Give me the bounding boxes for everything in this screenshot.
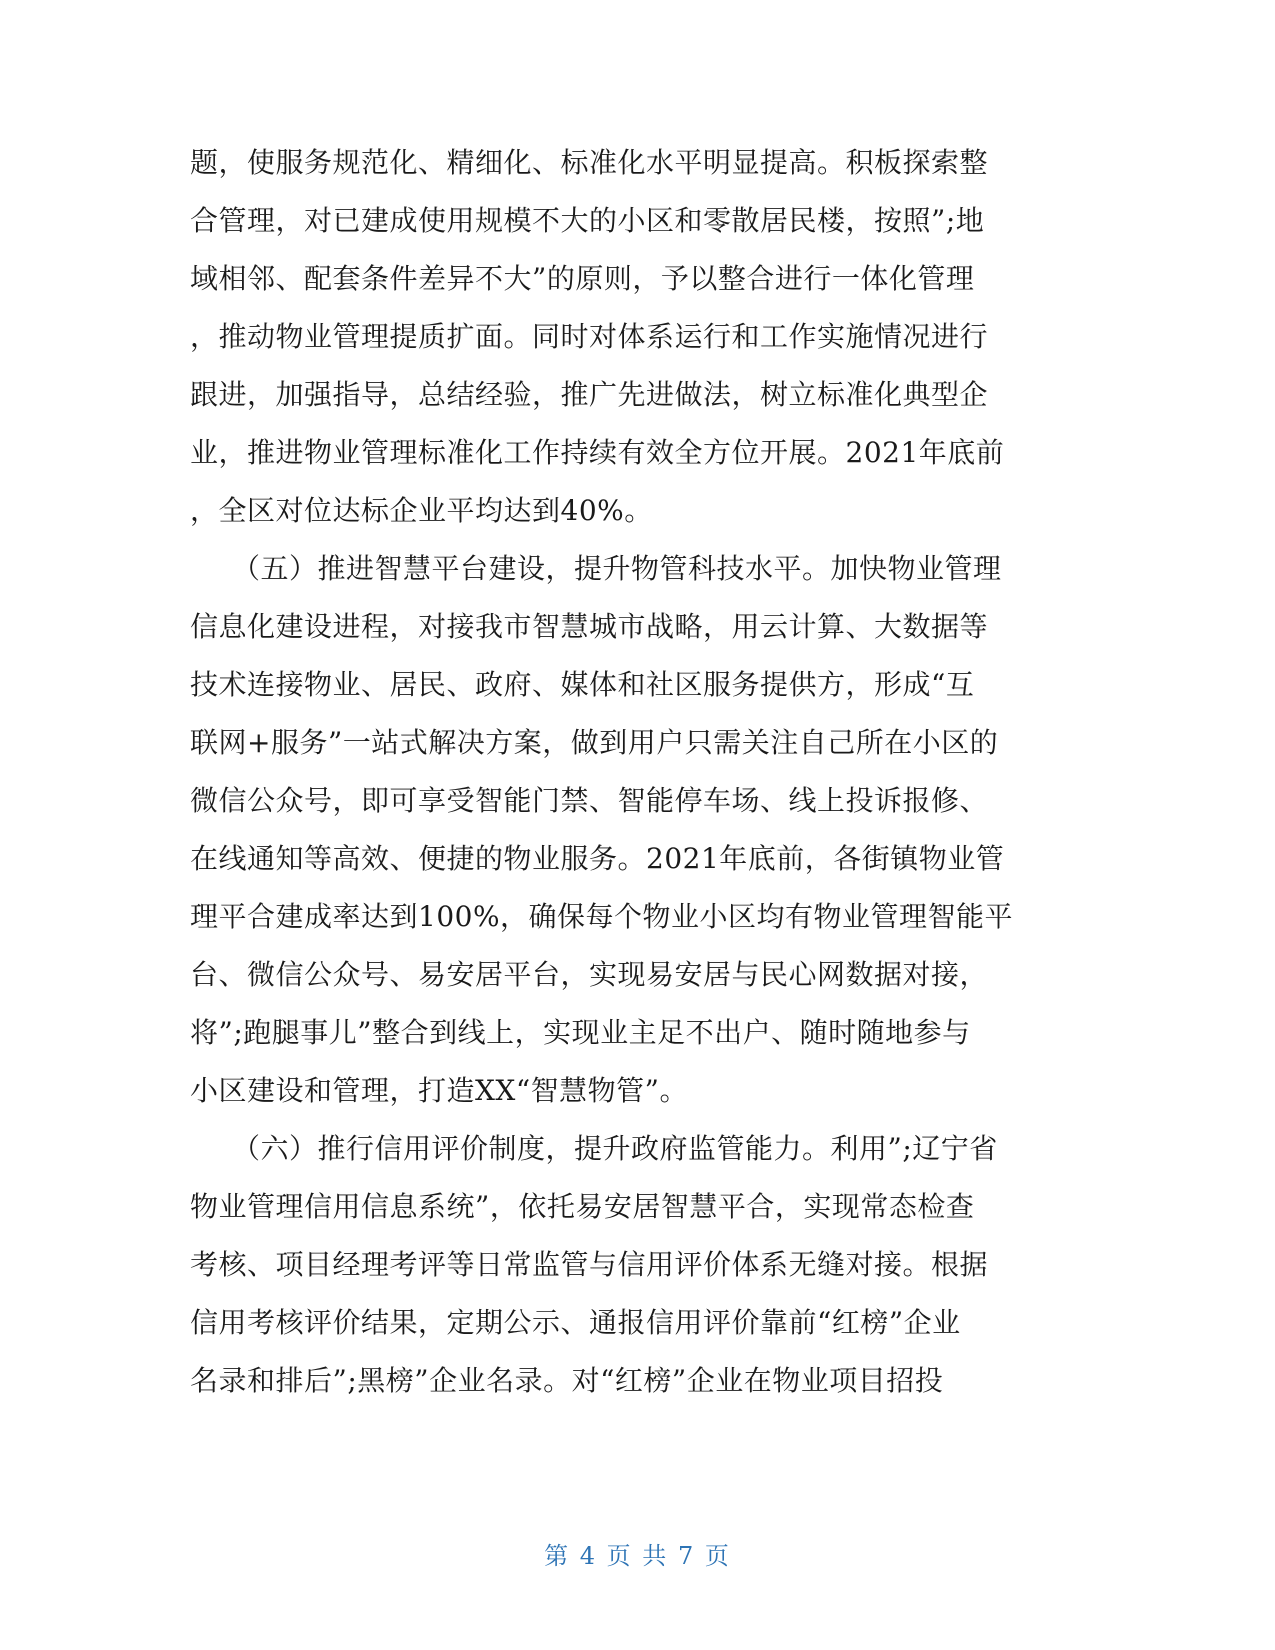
- text-line: 台、微信公众号、易安居平台，实现易安居与民心网数据对接，: [190, 958, 989, 991]
- text-line: 跟进，加强指导，总结经验，推广先进做法，树立标准化典型企: [190, 378, 989, 411]
- text-line: 合管理，对已建成使用规模不大的小区和零散居民楼，按照”;地: [190, 204, 985, 237]
- page-number-footer: 第 4 页 共 7 页: [544, 1542, 731, 1570]
- text-line: 技术连接物业、居民、政府、媒体和社区服务提供方，形成“互: [190, 668, 975, 701]
- section-heading-5: （五）推进智慧平台建设，提升物管科技水平。加快物业管理: [232, 552, 1002, 585]
- text-line: 物业管理信用信息系统”，依托易安居智慧平合，实现常态检查: [190, 1190, 975, 1223]
- text-line: ，全区对位达标企业平均达到40%。: [190, 494, 653, 527]
- text-line: 将”;跑腿事儿”整合到线上，实现业主足不出户、随时随地参与: [190, 1016, 971, 1049]
- text-line: 题，使服务规范化、精细化、标准化水平明显提高。积板探索整: [190, 146, 989, 179]
- text-line: 在线通知等高效、便捷的物业服务。2021年底前，各街镇物业管: [190, 842, 1005, 875]
- text-line: 信息化建设进程，对接我市智慧城市战略，用云计算、大数据等: [190, 610, 989, 643]
- text-line: 小区建设和管理，打造XX“智慧物管”。: [190, 1074, 688, 1107]
- text-line: 信用考核评价结果，定期公示、通报信用评价靠前“红榜”企业: [190, 1306, 961, 1339]
- text-line: 考核、项目经理考评等日常监管与信用评价体系无缝对接。根据: [190, 1248, 989, 1281]
- text-line: 联网+服务”一站式解决方案，做到用户只需关注自己所在小区的: [190, 726, 999, 759]
- text-line: 业，推进物业管理标准化工作持续有效全方位开展。2021年底前: [190, 436, 1005, 469]
- section-heading-6: （六）推行信用评价制度，提升政府监管能力。利用”;辽宁省: [232, 1132, 998, 1165]
- text-line: 理平合建成率达到100%，确保每个物业小区均有物业管理智能平: [190, 900, 1014, 933]
- text-line: 微信公众号，即可享受智能门禁、智能停车场、线上投诉报修、: [190, 784, 989, 817]
- text-line: 域相邻、配套条件差异不大”的原则，予以整合进行一体化管理: [190, 262, 975, 295]
- text-line: 名录和排后”;黑榜”企业名录。对“红榜”企业在物业项目招投: [190, 1364, 944, 1397]
- text-line: ，推动物业管理提质扩面。同时对体系运行和工作实施情况进行: [190, 320, 989, 353]
